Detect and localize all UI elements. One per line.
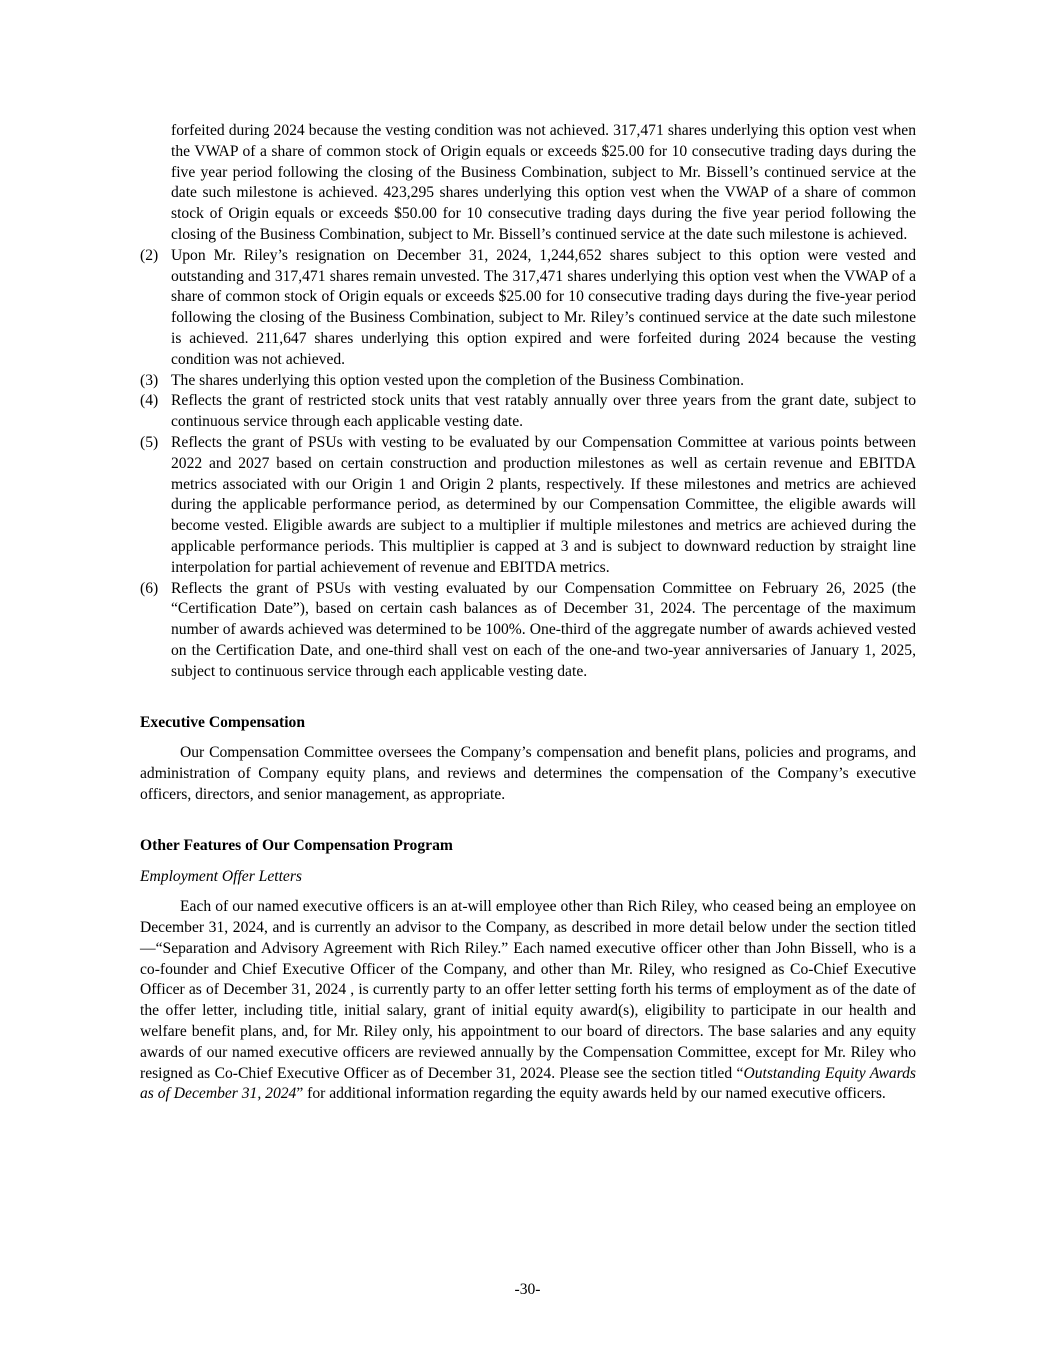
document-page bbox=[140, 121, 916, 1105]
footnote-5 bbox=[140, 433, 916, 579]
footnote-text: The shares underlying this option vested upon the completion of the Business Combination. bbox=[171, 371, 744, 389]
footnote-number: (6) bbox=[140, 579, 159, 597]
employment-offer-letters-paragraph bbox=[140, 897, 916, 1105]
outstanding-equity-awards-reference: Outstanding Equity Awards as of December 31, 2024 bbox=[140, 1064, 916, 1103]
footnote-number: (2) bbox=[140, 246, 159, 264]
other-features-heading: Other Features of Our Compensation Program bbox=[140, 836, 453, 854]
footnote-text: Reflects the grant of PSUs with vesting to be evaluated by our Compensation Committee at various points between 2022 and 2027 based on certain construction and production milestones as well as certain revenue and EBITDA metrics associated with our Origin 1 and Origin 2 plants, respectively. If these milestones and metrics are achieved during the applicable performance period, as determined by our Compensation Committee, the eligible awards will become vested. Eligible awards are subject to a multiplier if multiple milestones and metrics are achieved during the applicable performance periods. This multiplier is capped at 3 and is subject to downward reduction by straight line interpolation for partial achievement of revenue and EBITDA metrics. bbox=[171, 433, 916, 576]
employment-offer-letters-subheading: Employment Offer Letters bbox=[140, 867, 302, 885]
paragraph-main-text: Each of our named executive officers is an at-will employee other than Rich Riley, who ceased being an employee on December 31, 2024, and is currently an advisor to the Company, as described in more detail below under the section titled—“Separation and Advisory Agreement with Rich Riley.” Each named executive officer other than John Bissell, who is a co-founder and Chief Executive Officer of the Company, and other than Mr. Riley, who resigned as Co-Chief Executive Officer as of December 31, 2024 , is currently party to an offer letter setting forth his terms of employment as of the date of the offer letter, including title, initial salary, grant of initial equity award(s), eligibility to participate in our health and welfare benefit plans, and, for Mr. Riley only, his appointment to our board of directors. The base salaries and any equity awards of our named executive officers are reviewed annually by the Compensation Committee, except for Mr. Riley who resigned as Co-Chief Executive Officer as of December 31, 2024. Please see the section titled “ bbox=[140, 898, 916, 1082]
footnote-2 bbox=[140, 246, 916, 371]
footnote-6 bbox=[140, 579, 916, 683]
executive-compensation-heading: Executive Compensation bbox=[140, 713, 306, 731]
footnote-text: Reflects the grant of PSUs with vesting evaluated by our Compensation Committee on February 26, 2025 (the “Certification Date”), based on certain cash balances as of December 31, 2024. The percentage of the maximum number of awards achieved was determined to be 100%. One-third of the aggregate number of awards achieved vested on the Certification Date, and one-third shall vest on each of the one-and two-year anniversaries of January 1, 2025, subject to continuous service through each applicable vesting date. bbox=[171, 579, 916, 680]
executive-compensation-paragraph: Our Compensation Committee oversees the Company’s compensation and benefit plans, policies and programs, and administration of Company equity plans, and reviews and determines the compensation of the Company’s executive officers, directors, and senior management, as appropriate. bbox=[140, 744, 916, 803]
footnote-text: Reflects the grant of restricted stock units that vest ratably annually over three years from the grant date, subject to continuous service through each applicable vesting date. bbox=[171, 392, 916, 431]
footnote-text: Upon Mr. Riley’s resignation on December 31, 2024, 1,244,652 shares subject to this option were vested and outstanding and 317,471 shares remain unvested. The 317,471 shares underlying this option vest when the VWAP of a share of common stock of Origin equals or exceeds $25.00 for 10 consecutive trading days during the five-year period following the closing of the Business Combination, subject to Mr. Riley’s continued service at the date such milestone is achieved. 211,647 shares underlying this option expired and were forfeited during 2024 because the vesting condition was not achieved. bbox=[171, 246, 916, 368]
paragraph-end-text: ” for additional information regarding the equity awards held by our named executive officers. bbox=[296, 1085, 886, 1103]
footnote-4 bbox=[140, 391, 916, 433]
footnote-number: (3) bbox=[140, 371, 159, 389]
footnote-continuation: forfeited during 2024 because the vesting condition was not achieved. 317,471 shares underlying this option vest when the VWAP of a share of common stock of Origin equals or exceeds $25.00 for 10 consecutive trading days during the five year period following the closing of the Business Combination, subject to Mr. Bissell’s continued service at the date such milestone is achieved. 423,295 shares underlying this option vest when the VWAP of a share of common stock of Origin equals or exceeds $50.00 for 10 consecutive trading days during the five year period following the closing of the Business Combination, subject to Mr. Bissell’s continued service at the date such milestone is achieved. bbox=[171, 122, 916, 243]
footnote-3 bbox=[140, 371, 916, 392]
footnote-number: (5) bbox=[140, 433, 159, 451]
page-number: -30- bbox=[514, 1281, 541, 1298]
footnote-number: (4) bbox=[140, 392, 159, 410]
